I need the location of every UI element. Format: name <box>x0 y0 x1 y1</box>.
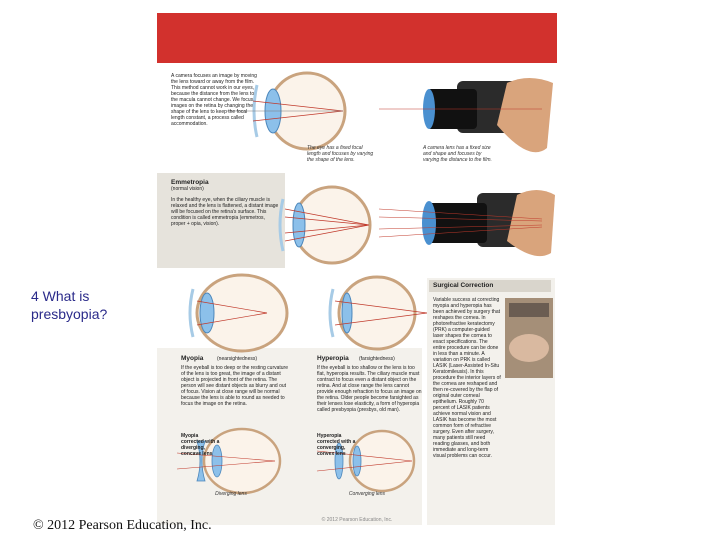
myopia-title: Myopia <box>181 355 204 362</box>
camera-caption: A camera lens has a fixed size and shape and focuses by varying the distance to the film. <box>423 145 492 163</box>
eye-caption: The eye has a fixed focal length and focuses by varying the shape of the lens. <box>307 145 374 163</box>
camera-photo-bottom <box>379 190 555 256</box>
surgical-text: Variable success at correcting myopia and hyperopia has been achieved by surgery that reshapes the cornea. In photorefractive keratectomy (PRK) a computer-guided laser shapes the cornea to exact specifications. The entire procedure can be done in less than a minute. A variation on PRK is called LASIK (Laser-Assisted In-Situ Keratomileusis). In this procedure the interior layers of the cornea are reshaped and then re-covered by the flap of original outer corneal epithelium. Roughly 70 percent of LASIK patients achieve normal vision and LASIK has become the most common form of refractive surgery. Even after surgery, many patients still need reading glasses, and both immediate and long-term visual problems can occur. <box>433 297 501 459</box>
vision-figure <box>157 13 557 525</box>
emmetropia-text: In the healthy eye, when the ciliary muscle is relaxed and the lens is flattened, a distant image will be focused on the retina's surface. This condition is called emmetropia (emmetros, proper + opia, vision). <box>171 197 279 227</box>
diverging-lens-label: Diverging lens <box>215 491 247 497</box>
myopia-text: If the eyeball is too deep or the resting curvature of the lens is too great, the image of a distant object is projected in front of the retina. The person will see distant objects as blurry and out of focus. Vision at close range will be normal because the lens is able to round as needed to focus the image on the retina. <box>181 365 289 407</box>
camera-photo-top <box>379 78 553 152</box>
surgery-photo <box>505 298 553 378</box>
eye-diagram-myopia <box>190 275 287 351</box>
eye-diagram-emmetropia <box>280 187 370 263</box>
eye-diagram-hyperopia <box>330 277 427 349</box>
converging-lens-label: Converging lens <box>348 491 386 497</box>
emmetropia-title: Emmetropia <box>171 179 209 186</box>
slide-question: 4 What is presbyopia? <box>31 288 108 322</box>
hyperopia-corrected-label: Hyperopia corrected with a converging, convex lens <box>317 433 356 457</box>
myopia-subtitle: (nearsightedness) <box>217 356 258 362</box>
hyperopia-text: If the eyeball is too shallow or the lens is too flat, hyperopia results. The ciliary muscle must contract to focus even a distant object on the retina. And at close range the lens cannot provide enough refraction to focus an image on the retina. Older people become farsighted as their lenses lose elasticity, a form of hyperopia called presbyopia (presbys, old man). <box>317 365 422 413</box>
hyperopia-title: Hyperopia <box>317 355 349 362</box>
emmetropia-subtitle: (normal vision) <box>171 186 204 192</box>
figure-copyright: © 2012 Pearson Education, Inc. <box>321 517 393 523</box>
hyperopia-subtitle: (farsightedness) <box>359 356 395 362</box>
myopia-corrected-label: Myopia corrected with a diverging, concave lens <box>181 433 220 457</box>
surgical-title: Surgical Correction <box>433 282 494 289</box>
slide-copyright: © 2012 Pearson Education, Inc. <box>33 518 212 533</box>
camera-focus-text: A camera focuses an image by moving the lens toward or away from the film. This method cannot work in our eyes, because the distance from the lens to the macula cannot change. We focus images on the retina by changing the shape of the lens to keep the focal length constant, a process called accommodation. <box>171 73 257 127</box>
